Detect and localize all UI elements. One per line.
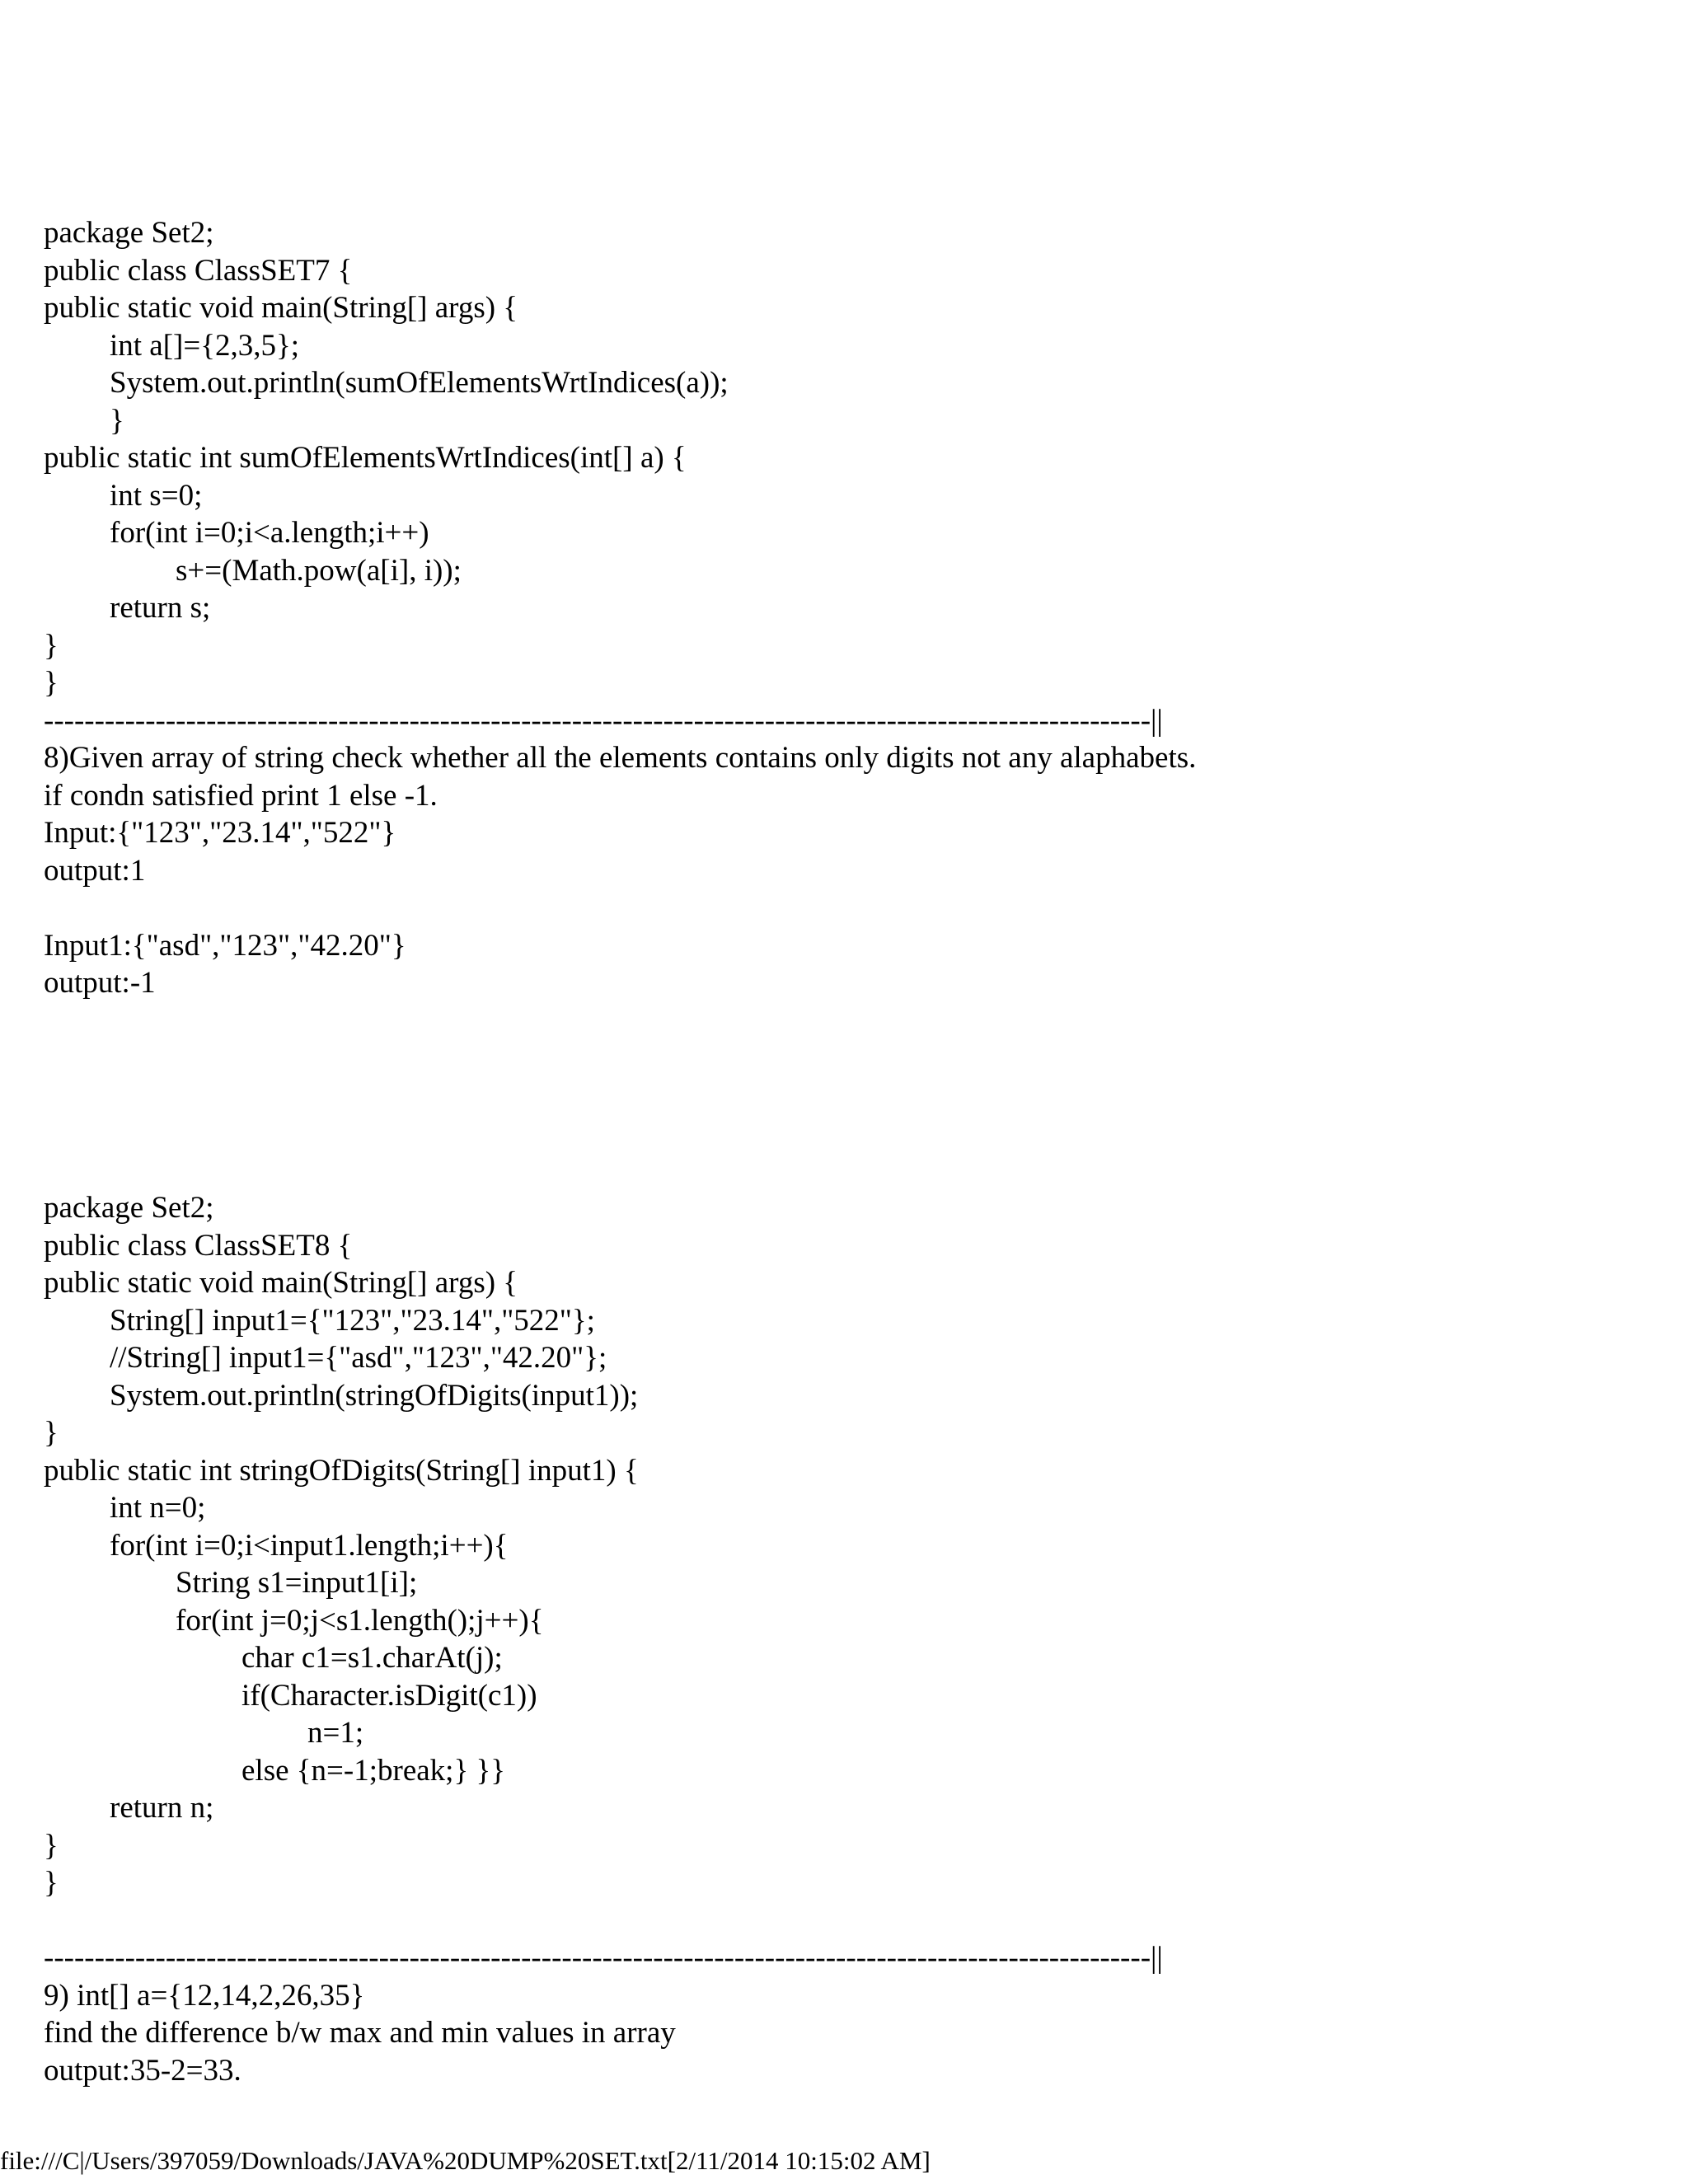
text-line: package Set2; <box>44 216 214 250</box>
text-line: char c1=s1.charAt(j); <box>44 1641 503 1675</box>
blank-line <box>44 1902 1659 1940</box>
text-line: return n; <box>44 1791 214 1825</box>
text-line: else {n=-1;break;} }} <box>44 1753 505 1788</box>
text-line: } <box>44 1866 59 1900</box>
text-line: public class ClassSET7 { <box>44 253 353 288</box>
text-line: public class ClassSET8 { <box>44 1228 353 1263</box>
text-line: -------------------------------------------------------------------------------------------------------------|| <box>44 703 1163 738</box>
text-line: output:-1 <box>44 966 156 1000</box>
text-line: Input1:{"asd","123","42.20"} <box>44 928 406 963</box>
text-line: -------------------------------------------------------------------------------------------------------------|| <box>44 1941 1163 1975</box>
text-line: for(int i=0;i<input1.length;i++){ <box>44 1528 509 1563</box>
text-line: find the difference b/w max and min values in array <box>44 2016 676 2050</box>
blank-line <box>44 1077 1659 1115</box>
text-line: s+=(Math.pow(a[i], i)); <box>44 553 462 588</box>
text-line: } <box>44 666 59 700</box>
text-line: if condn satisfied print 1 else -1. <box>44 778 438 813</box>
text-line: public static void main(String[] args) { <box>44 1266 518 1300</box>
text-line: System.out.println(stringOfDigits(input1)); <box>44 1378 639 1413</box>
text-line: public static int stringOfDigits(String[] input1) { <box>44 1453 639 1488</box>
blank-line <box>44 1114 1659 1152</box>
text-line: public static int sumOfElementsWrtIndices(int[] a) { <box>44 441 687 475</box>
text-line: n=1; <box>44 1716 364 1750</box>
text-line: for(int j=0;j<s1.length();j++){ <box>44 1603 544 1638</box>
text-line: Input:{"123","23.14","522"} <box>44 816 396 850</box>
text-line: //String[] input1={"asd","123","42.20"}; <box>44 1341 607 1375</box>
text-line: return s; <box>44 591 211 625</box>
text-line: System.out.println(sumOfElementsWrtIndices(a)); <box>44 366 729 400</box>
text-line: 9) int[] a={12,14,2,26,35} <box>44 1978 365 2013</box>
text-line: output:1 <box>44 853 146 888</box>
text-line: if(Character.isDigit(c1)) <box>44 1678 537 1713</box>
text-line: } <box>44 628 59 663</box>
text-line: } <box>44 403 124 438</box>
text-line: } <box>44 1828 59 1863</box>
text-line: public static void main(String[] args) { <box>44 291 518 325</box>
text-line: int a[]={2,3,5}; <box>44 328 300 363</box>
document-body <box>44 214 1659 2089</box>
text-line: int s=0; <box>44 478 203 513</box>
blank-line <box>44 1152 1659 1190</box>
text-line: } <box>44 1416 59 1450</box>
text-line: package Set2; <box>44 1191 214 1225</box>
text-line: String[] input1={"123","23.14","522"}; <box>44 1303 595 1338</box>
blank-line <box>44 1002 1659 1040</box>
text-line: output:35-2=33. <box>44 2053 241 2088</box>
text-line: String s1=input1[i]; <box>44 1566 418 1600</box>
blank-line <box>44 1039 1659 1077</box>
blank-line <box>44 889 1659 927</box>
file-path-footer: file:///C|/Users/397059/Downloads/JAVA%20DUMP%20SET.txt[2/11/2014 10:15:02 AM] <box>0 2146 931 2175</box>
text-line: 8)Given array of string check whether all the elements contains only digits not any alaphabets. <box>44 741 1197 775</box>
text-line: int n=0; <box>44 1491 206 1525</box>
text-line: for(int i=0;i<a.length;i++) <box>44 516 429 550</box>
